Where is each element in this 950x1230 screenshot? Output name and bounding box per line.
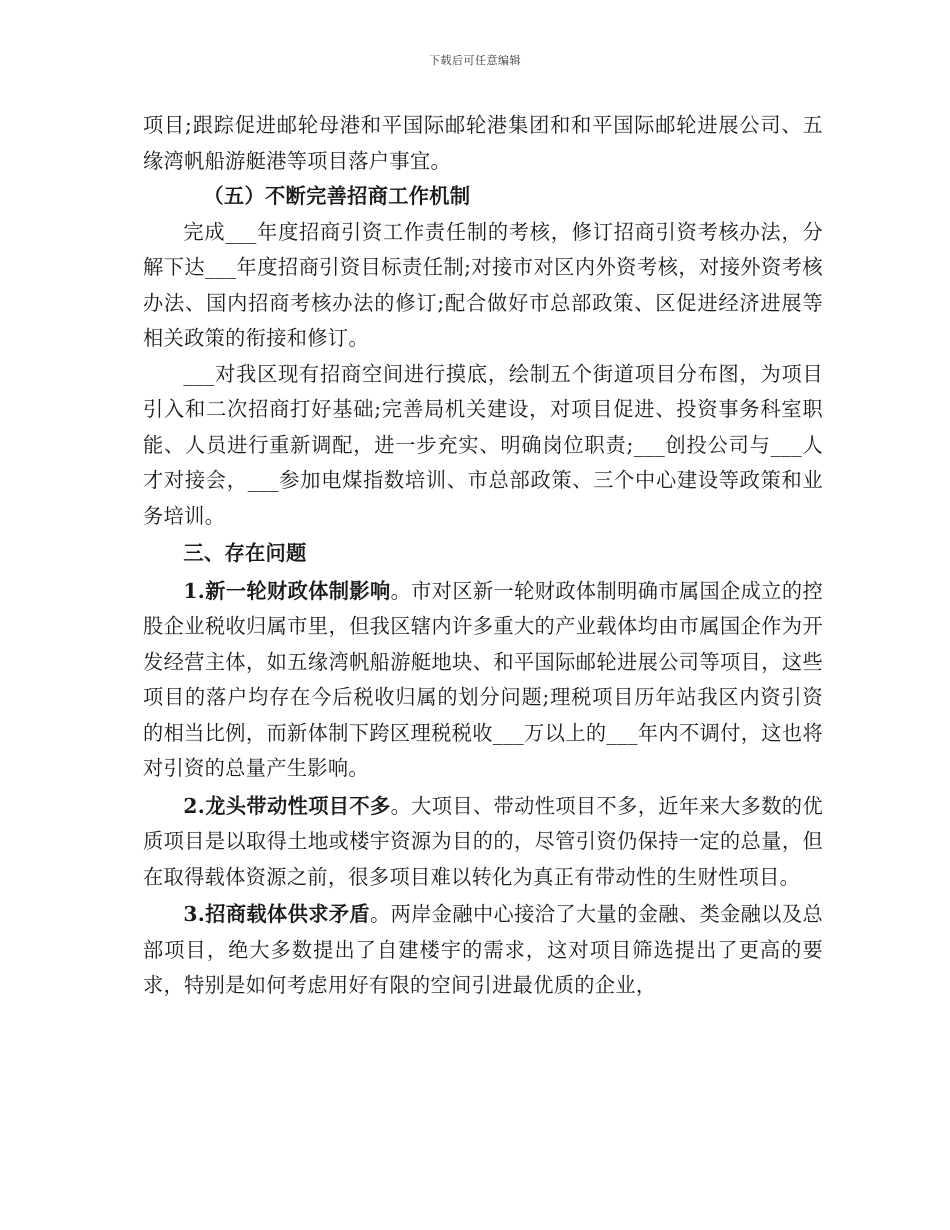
paragraph-problem-1 — [143, 574, 823, 787]
problem-1-text: 。市对区新一轮财政体制明确市属国企成立的控股企业税收归属市里，但我区辖内许多重大的产业载体均由市属国企作为开发经营主体，如五缘湾帆船游艇地块、和平国际邮轮进展公司等项目，这些项目的落户均存在今后税收归属的划分问题;理税项目历年站我区内资引资的相当比例，而新体制下跨区理税税收___万以上的___年内不调付，这也将对引资的总量产生影响。 — [143, 578, 823, 780]
problem-2-title: 2.龙头带动性项目不多 — [183, 793, 391, 818]
problem-3-text: 。两岸金融中心接洽了大量的金融、类金融以及总部项目，绝大多数提出了自建楼宇的需求，这对项目筛选提出了更高的要求，特别是如何考虑用好有限的空间引进最优质的企业， — [143, 902, 824, 997]
problem-1-title: 1.新一轮财政体制影响 — [183, 578, 391, 603]
problem-3-title: 3.招商载体供求矛盾 — [183, 902, 370, 926]
paragraph-problem-3 — [143, 897, 823, 1004]
problem-2-text: 。大项目、带动性项目不多，近年来大多数的优质项目是以取得土地或楼宇资源为目的的，尽管引资仍保持一定的总量，但在取得载体资源之前，很多项目难以转化为真正有带动性的生财性项目。 — [143, 793, 823, 889]
document-body — [143, 108, 823, 1004]
paragraph-space-survey: ___对我区现有招商空间进行摸底，绘制五个街道项目分布图，为项目引入和二次招商打好基础;完善局机关建设，对项目促进、投资事务科室职能、人员进行重新调配，进一步充实、明确岗位职责;___创投公司与___人才对接会，___参加电煤指数培训、市总部政策、三个中心建设等政策和业务培训。 — [143, 361, 823, 528]
page-header: 下载后可任意编辑 — [429, 54, 521, 67]
paragraph-project-followup: 项目;跟踪促进邮轮母港和平国际邮轮港集团和和平国际邮轮进展公司、五缘湾帆船游艇港等项目落户事宜。 — [143, 113, 823, 173]
section-heading-problems: 三、存在问题 — [183, 541, 307, 565]
paragraph-problem-2 — [143, 789, 823, 896]
section-heading-mechanism: （五）不断完善招商工作机制 — [203, 184, 471, 208]
paragraph-assessment: 完成___年度招商引资工作责任制的考核，修订招商引资考核办法，分解下达___年度招商引资目标责任制;对接市对区内外资考核，对接外资考核办法、国内招商考核办法的修订;配合做好市总部政策、区促进经济进展等相关政策的衔接和修订。 — [143, 219, 823, 350]
